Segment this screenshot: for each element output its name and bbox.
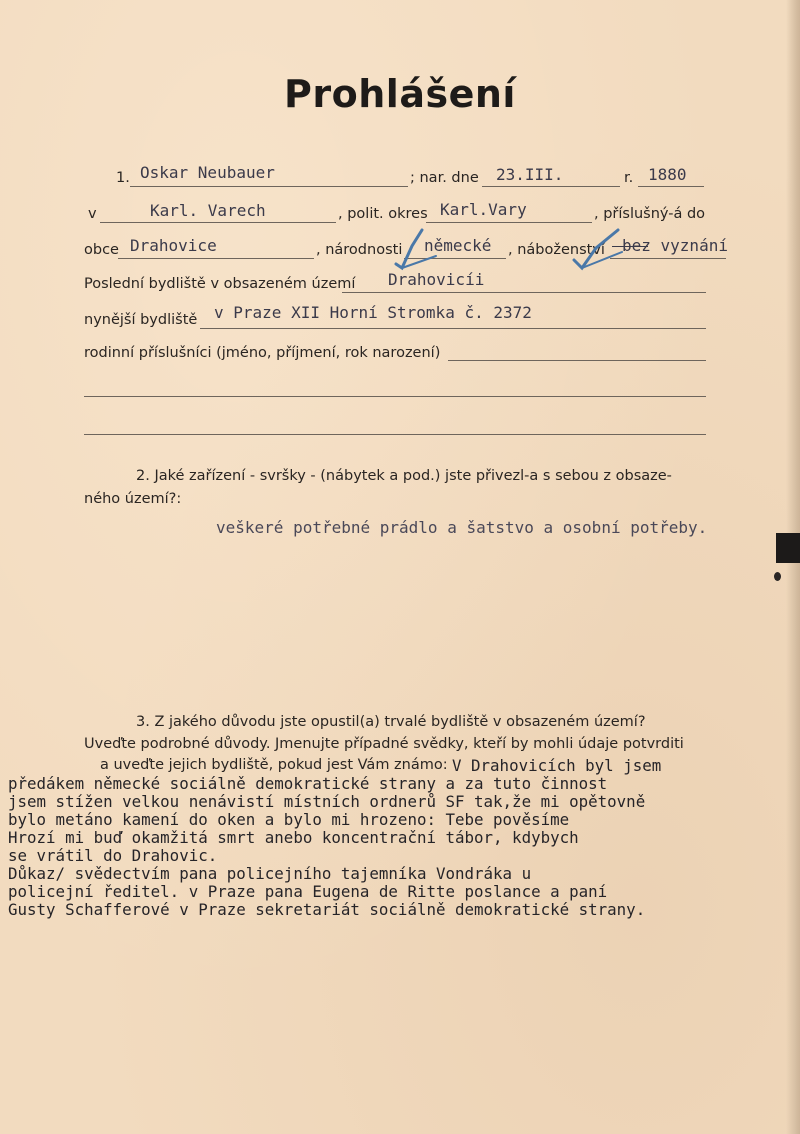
question-2-line-1: 2. Jaké zařízení - svršky - (nábytek a pod.) jste přivezl-a s sebou z obsaze-: [136, 468, 672, 484]
obec-label: obce: [84, 242, 119, 258]
answer-line: policejní ředitel. v Praze pana Eugena de Ritte poslance a paní: [8, 882, 608, 901]
check-mark-icon: [392, 226, 442, 276]
ink-dot: [774, 572, 781, 581]
strike-line: [612, 246, 648, 247]
answer-line: Důkaz/ svědectvím pana policejního tajemníka Vondráka u: [8, 864, 532, 883]
narodnost-label: , národnosti: [316, 242, 403, 258]
nynejsi-label: nynější bydliště: [84, 312, 198, 328]
answer-line: předákem německé sociálně demokratické strany a za tuto činnost: [8, 774, 608, 793]
nabozenstvi-label: , náboženství: [508, 242, 605, 258]
blank-line-1: [84, 396, 706, 397]
question-3-typed-start: V Drahovicích byl jsem: [452, 756, 662, 775]
okres-label: , polit. okres: [338, 206, 428, 222]
check-mark-icon: [568, 224, 628, 274]
answer-line: Hrozí mi buď okamžitá smrt anebo koncentrační tábor, kdybych: [8, 828, 579, 847]
birth-label: ; nar. dne: [410, 170, 479, 186]
answer-line: jsem stížen velkou nenávistí místních ordnerů SF tak,že mi opětovně: [8, 792, 646, 811]
document-title: Prohlášení: [284, 72, 516, 116]
posledni-line: [342, 292, 706, 293]
obec-line: [118, 258, 314, 259]
posledni-label: Poslední bydliště v obsazeném území: [84, 276, 356, 292]
binding-tab-mark: [776, 533, 800, 563]
rodinni-line: [448, 360, 706, 361]
name-value: Oskar Neubauer: [140, 163, 275, 182]
answer-line: Gusty Schafferové v Praze sekretariát sociálně demokratické strany.: [8, 900, 646, 919]
answer-line: bylo metáno kamení do oken a bylo mi hrozeno: Tebe pověsíme: [8, 810, 570, 829]
prislusny-label: , příslušný-á do: [594, 206, 706, 222]
year-label: r.: [624, 170, 634, 186]
question-3-line-3: a uveďte jejich bydliště, pokud jest Vám známo:: [100, 757, 448, 773]
rodinni-label: rodinní příslušníci (jméno, příjmení, rok narození): [84, 345, 441, 361]
name-line: [130, 186, 408, 187]
page-edge: [786, 0, 800, 1134]
question-2-answer: veškeré potřebné prádlo a šatstvo a osobní potřeby.: [216, 518, 708, 537]
birth-place-line: [100, 222, 336, 223]
birth-place-value: Karl. Varech: [150, 201, 266, 220]
year-line: [638, 186, 704, 187]
v-label: v: [88, 206, 97, 222]
item-number: 1.: [116, 170, 130, 186]
okres-value: Karl.Vary: [440, 200, 527, 219]
blank-line-2: [84, 434, 706, 435]
posledni-value: Drahovicíi: [388, 270, 485, 289]
nynejsi-value: v Praze XII Horní Stromka č. 2372: [214, 303, 532, 322]
answer-line: se vrátil do Drahovic.: [8, 846, 218, 865]
question-2-line-2: ného území?:: [84, 491, 182, 507]
nynejsi-line: [200, 328, 706, 329]
okres-line: [426, 222, 592, 223]
birth-year-value: 1880: [648, 165, 687, 184]
question-3-line-2: Uveďte podrobné důvody. Jmenujte případné svědky, kteří by mohli údaje potvrditi: [84, 736, 684, 752]
birth-day-line: [482, 186, 620, 187]
question-3-line-1: 3. Z jakého důvodu jste opustil(a) trvalé bydliště v obsazeném území?: [136, 714, 646, 730]
narodnost-value: německé: [424, 236, 492, 255]
obec-value: Drahovice: [130, 236, 217, 255]
birth-day-value: 23.III.: [496, 165, 564, 184]
nabozenstvi-value: bez vyznání: [622, 236, 728, 255]
